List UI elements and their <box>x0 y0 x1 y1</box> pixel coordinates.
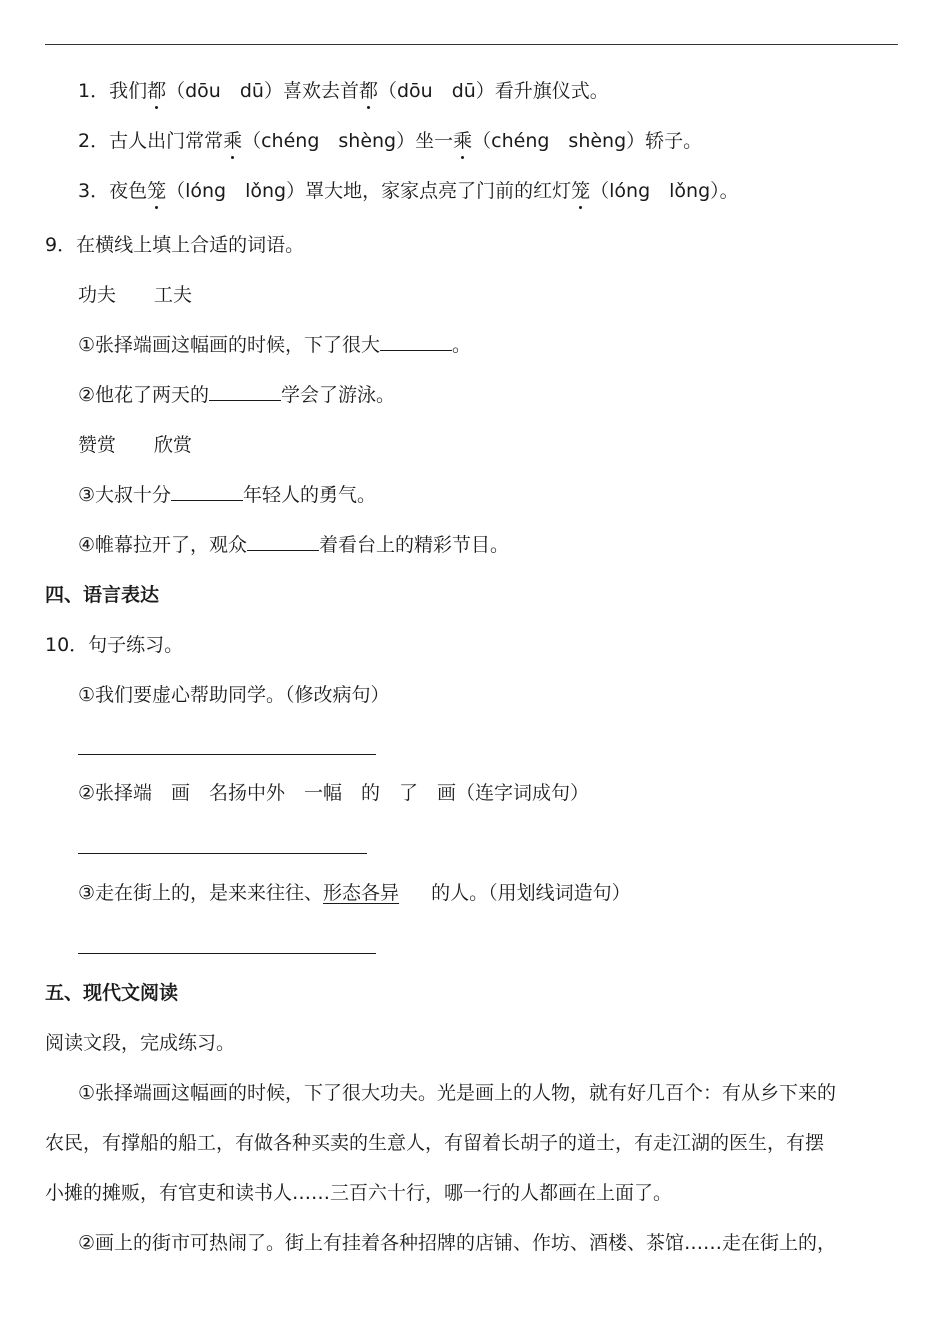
q8-item-2: 2．古人出门常常乘（chéng shèng）坐一乘（chéng shèng）轿子。 <box>78 130 703 152</box>
dotted-char: 都 <box>358 80 378 102</box>
fill-blank[interactable] <box>380 332 452 351</box>
answer-line[interactable] <box>78 853 367 854</box>
reading-paragraph-1-line-3: 小摊的摊贩，有官吏和读书人……三百六十行，哪一行的人都画在上面了。 <box>45 1182 673 1204</box>
section-4-heading: 四、语言表达 <box>45 584 160 606</box>
q9-sentence-4: ④帷幕拉开了，观众 着看台上的精彩节目。 <box>78 534 510 556</box>
reading-paragraph-2-line-1: ②画上的街市可热闹了。街上有挂着各种招牌的店铺、作坊、酒楼、茶馆……走在街上的， <box>78 1232 837 1254</box>
q9-sentence-1: ①张择端画这幅画的时候，下了很大 。 <box>78 334 472 356</box>
q9-title: 9．在横线上填上合适的词语。 <box>45 234 305 256</box>
dotted-char: 乘 <box>223 130 243 152</box>
fill-blank[interactable] <box>247 532 319 551</box>
reading-paragraph-1-line-1: ①张择端画这幅画的时候，下了很大功夫。光是画上的人物，就有好几百个：有从乡下来的 <box>78 1082 837 1104</box>
reading-intro: 阅读文段，完成练习。 <box>45 1032 236 1054</box>
fill-blank[interactable] <box>171 482 243 501</box>
dotted-char: 乘 <box>453 130 473 152</box>
q9-word-options-1: 功夫 工夫 <box>78 284 193 306</box>
q9-word-options-2: 赞赏 欣赏 <box>78 434 193 456</box>
dotted-char: 都 <box>147 80 167 102</box>
q10-title: 10．句子练习。 <box>45 634 184 656</box>
fill-blank[interactable] <box>209 382 281 401</box>
underlined-phrase: 形态各异 <box>323 882 400 904</box>
q9-sentence-2: ②他花了两天的 学会了游泳。 <box>78 384 396 406</box>
q9-sentence-3: ③大叔十分 年轻人的勇气。 <box>78 484 377 506</box>
answer-line[interactable] <box>78 953 376 954</box>
top-rule <box>45 44 898 45</box>
answer-line[interactable] <box>78 754 376 755</box>
dotted-char: 笼 <box>147 180 167 202</box>
q8-item-1: 1．我们都（dōu dū）喜欢去首都（dōu dū）看升旗仪式。 <box>78 80 609 102</box>
q10-prompt-2: ②张择端 画 名扬中外 一幅 的 了 画（连字词成句） <box>78 782 590 804</box>
q10-prompt-1: ①我们要虚心帮助同学。（修改病句） <box>78 684 390 706</box>
q8-item-3: 3．夜色笼（lóng lǒng）罩大地，家家点亮了门前的红灯笼（lóng lǒng）。 <box>78 180 739 202</box>
dotted-char: 笼 <box>571 180 591 202</box>
reading-paragraph-1-line-2: 农民，有撑船的船工，有做各种买卖的生意人，有留着长胡子的道士，有走江湖的医生，有摆 <box>45 1132 825 1154</box>
section-5-heading: 五、现代文阅读 <box>45 982 179 1004</box>
q10-prompt-3: ③走在街上的，是来来往往、形态各异 的人。（用划线词造句） <box>78 882 631 904</box>
